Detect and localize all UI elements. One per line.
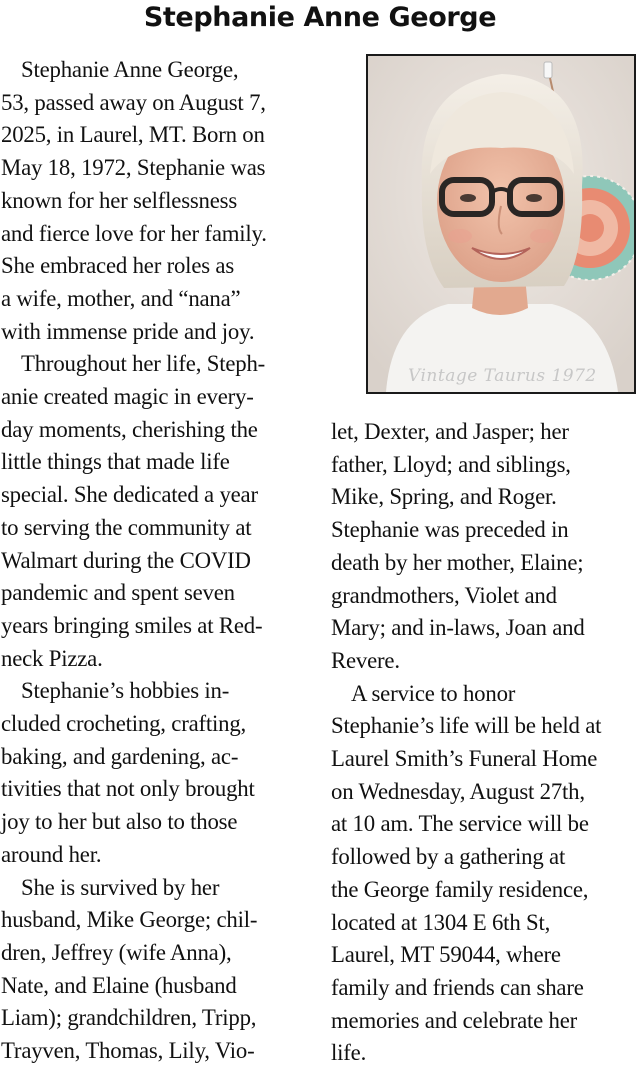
obituary-title: Stephanie Anne George xyxy=(143,2,497,33)
wall-hook xyxy=(544,62,552,78)
portrait-illustration xyxy=(368,56,634,392)
right-text-column xyxy=(331,416,640,1070)
text-line: Liam); grandchildren, Tripp, xyxy=(1,1005,257,1031)
text-line: Mary; and in-laws, Joan and xyxy=(331,615,585,641)
photo-watermark: Vintage Taurus 1972 xyxy=(408,366,597,386)
text-line: and fierce love for her family. xyxy=(1,220,267,246)
text-line: Walmart during the COVID xyxy=(1,547,251,573)
text-line: located at 1304 E 6th St, xyxy=(331,909,551,935)
text-line: Nate, and Elaine (husband xyxy=(1,972,237,998)
text-line: joy to her but also to those xyxy=(1,809,238,835)
text-line: husband, Mike George; chil- xyxy=(1,907,258,933)
text-line: Trayven, Thomas, Lily, Vio- xyxy=(1,1038,255,1064)
text-line: Revere. xyxy=(331,647,400,673)
text-line: neck Pizza. xyxy=(1,645,103,671)
text-line: She embraced her roles as xyxy=(1,253,234,279)
text-line: family and friends can share xyxy=(331,974,584,1000)
text-line: tivities that not only brought xyxy=(1,776,255,802)
text-line: memories and celebrate her xyxy=(331,1007,578,1033)
text-line: A service to honor xyxy=(351,680,516,706)
text-line: years bringing smiles at Red- xyxy=(1,612,263,638)
portrait-photo xyxy=(366,54,636,394)
text-line: let, Dexter, and Jasper; her xyxy=(331,419,569,444)
text-line: on Wednesday, August 27th, xyxy=(331,778,585,804)
text-line: day moments, cherishing the xyxy=(1,416,258,442)
text-line: 53, passed away on August 7, xyxy=(1,89,266,115)
text-line: Stephanie was preceded in xyxy=(331,517,569,543)
text-line: life. xyxy=(331,1040,367,1066)
text-line: cluded crocheting, crafting, xyxy=(1,711,247,737)
text-line: She is survived by her xyxy=(21,874,220,900)
text-line: special. She dedicated a year xyxy=(1,482,258,508)
text-line: known for her selflessness xyxy=(1,187,238,213)
text-line: a wife, mother, and “nana” xyxy=(1,285,241,311)
text-line: grandmothers, Violet and xyxy=(331,582,557,608)
text-line: to serving the community at xyxy=(1,514,252,540)
text-line: Mike, Spring, and Roger. xyxy=(331,484,557,510)
text-line: death by her mother, Elaine; xyxy=(331,549,584,575)
text-line: baking, and gardening, ac- xyxy=(1,743,239,769)
text-line: around her. xyxy=(1,841,102,867)
text-line: Stephanie’s hobbies in- xyxy=(21,678,230,704)
text-line: Throughout her life, Steph- xyxy=(21,351,266,377)
text-line: little things that made life xyxy=(1,449,230,475)
text-line: Laurel Smith’s Funeral Home xyxy=(331,746,598,772)
text-line: Stephanie’s life will be held at xyxy=(331,713,602,739)
text-line: May 18, 1972, Stephanie was xyxy=(1,155,266,181)
left-text-column xyxy=(1,54,319,1068)
text-line: pandemic and spent seven xyxy=(1,580,235,606)
text-line: father, Lloyd; and siblings, xyxy=(331,451,571,477)
text-line: Stephanie Anne George, xyxy=(21,57,239,82)
text-line: at 10 am. The service will be xyxy=(331,811,589,837)
text-line: the George family residence, xyxy=(331,876,589,902)
text-line: followed by a gathering at xyxy=(331,844,566,870)
text-line: 2025, in Laurel, MT. Born on xyxy=(1,122,265,148)
text-line: dren, Jeffrey (wife Anna), xyxy=(1,939,232,965)
text-line: anie created magic in every- xyxy=(1,384,254,410)
text-line: with immense pride and joy. xyxy=(1,318,255,344)
text-line: Laurel, MT 59044, where xyxy=(331,942,561,968)
